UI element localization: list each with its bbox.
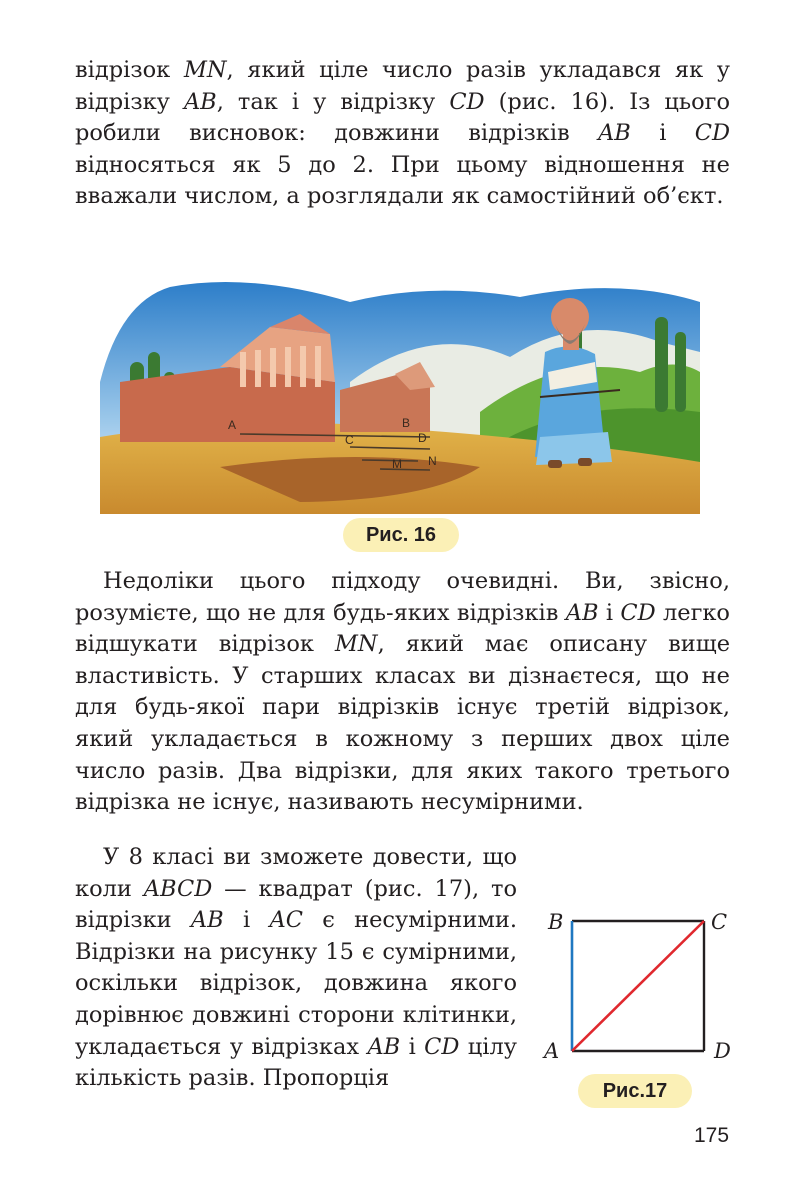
fig16-label-d: D	[418, 431, 427, 445]
figure-17-caption: Рис.17	[578, 1074, 692, 1108]
paragraph-1: відрізок MN, який ціле число разів укладався як у відрізку AB, так і у відрізку CD (рис. 16). Із цього робили висновок: довжини відрізків AB і CD відносяться як 5 до 2. При цьому відношення не вважали числом, а розглядали як самостійний об’єкт.	[75, 57, 730, 210]
vertex-label-d: D	[714, 1039, 731, 1063]
vertex-label-c: C	[711, 910, 728, 934]
paragraph-3: У 8 класі ви зможете довести, що коли ABCD — квадрат (рис. 17), то відрізки AB і AC є несумірними. Відрізки на рисунку 15 є сумірними, оскільки відрізок, довжина якого дорівнює довжині сторони клітинки, укладається у відрізках AB і CD цілу кількість разів. Пропорція	[75, 844, 517, 1092]
fig16-label-c: C	[345, 433, 354, 447]
fig16-label-a: A	[228, 418, 237, 432]
vertex-label-b: B	[548, 910, 564, 934]
paragraph-2: Недоліки цього підходу очевидні. Ви, звісно, розумієте, що не для будь-яких відрізків AB і CD легко відшукати відрізок MN, який має описану вище властивість. У старших класах ви дізнаєтеся, що не для будь-якої пари відрізків існує третій відрізок, який укладається в кожному з перших двох ціле число разів. Два відрізки, для яких такого третього відрізка не існує, називають несумірними.	[75, 568, 731, 816]
square-abcd-diagram	[538, 900, 748, 1068]
page-number: 175	[694, 1124, 730, 1147]
greek-temple-illustration	[100, 262, 700, 514]
diagonal-ac	[572, 921, 704, 1051]
vertex-label-a: A	[544, 1039, 560, 1063]
figure-16-caption: Рис. 16	[343, 518, 459, 552]
fig16-label-m: M	[392, 457, 402, 471]
fig16-label-n: N	[428, 454, 437, 468]
fig16-label-b: B	[402, 416, 411, 430]
